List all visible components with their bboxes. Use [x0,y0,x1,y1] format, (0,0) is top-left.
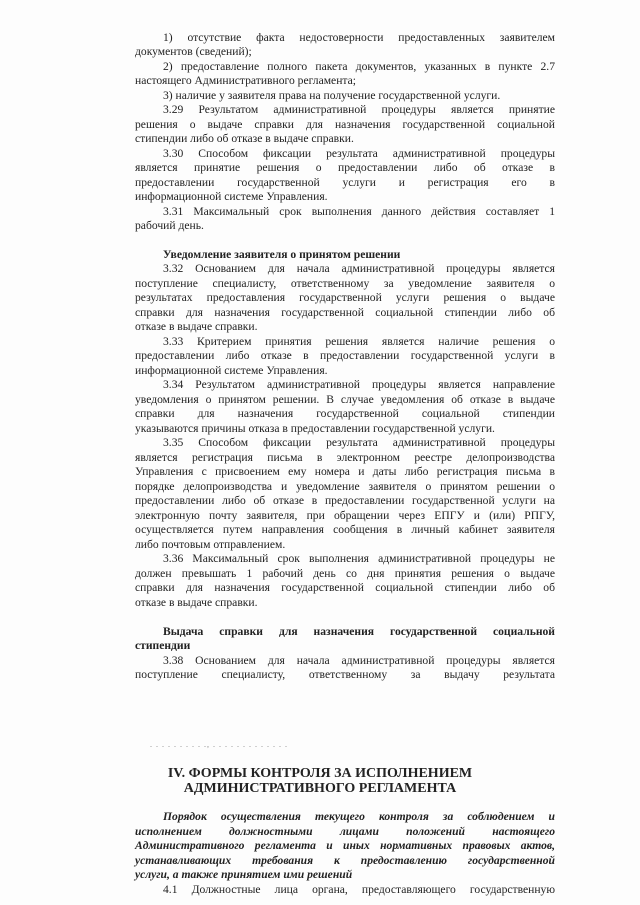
text-line: 3.34 Результатом административной процедуры является направление [163,378,555,391]
text-line: поступление специалисту, ответственному за выдачу результата [135,668,555,681]
text-line: Уведомление заявителя о принятом решении [163,248,401,261]
text-line: либо почтовым отправлением. [135,538,286,551]
text-line: услуги, а также принятием ими решений [135,868,353,881]
faded-text-fragment: . . . . . . . . . ., . . . . . . . . . . . . . [150,740,288,749]
text-line: справки для назначения государственной социальной стипендии либо об [135,306,555,319]
text-line: 3.31 Максимальный срок выполнения данного действия составляет 1 [163,205,555,218]
text-line: осуществляется путем направления сообщения в личный кабинет заявителя [135,523,555,536]
text-line: информационной системе Управления. [135,190,328,203]
text-line: отказе в выдаче справки. [135,320,258,333]
text-line: устанавливающих требования к предоставлению государственной [135,854,555,867]
text-line: 1) отсутствие факта недостоверности предоставленных заявителем [163,31,555,44]
text-line: Порядок осуществления текущего контроля за соблюдением и [163,810,555,823]
text-line: решения о выдаче справки для назначения государственной социальной [135,118,555,131]
text-line: указываются причины отказа в предоставлении государственной услуги. [135,422,495,435]
text-line: предоставлении либо отказе в предоставлении государственной услуги в [135,349,555,362]
text-line: является принятие решения о предоставлении либо об отказе в [135,161,555,174]
text-line: является регистрация письма в электронном реестре делопроизводства [135,451,555,464]
text-line: исполнением должностными лицами положений настоящего [135,825,555,838]
text-line: 3.35 Способом фиксации результата административной процедуры [163,436,555,449]
text-line: предоставлении государственной услуги и регистрация его в [135,176,555,189]
text-line: справки для назначения государственной социальной стипендии либо об [135,581,555,594]
text-line: Управления с присвоением ему номера и даты либо регистрация письма в [135,465,555,478]
text-line: должен превышать 1 рабочий день со дня принятия решения о выдаче [135,567,555,580]
section-title-line-2: АДМИНИСТРАТИВНОГО РЕГЛАМЕНТА [183,781,457,796]
section-title: IV. ФОРМЫ КОНТРОЛЯ ЗА ИСПОЛНЕНИЕМ [167,766,473,781]
text-line: справки для назначения государственной социальной стипендии [135,407,555,420]
text-line: 4.1 Должностные лица органа, предоставляющего государственную [163,883,555,896]
text-line: предоставлении либо об отказе в предоставлении государственной услуги на [135,494,555,507]
text-line: Административного регламента и иных нормативных правовых актов, [135,839,555,852]
text-line: стипендии [135,639,191,652]
text-line: информационной системе Управления. [135,364,328,377]
text-line: 3.29 Результатом административной процедуры является принятие [163,103,555,116]
text-line: стипендии либо об отказе в выдаче справки. [135,132,354,145]
text-line: 3.38 Основанием для начала административной процедуры является [163,654,555,667]
text-line: отказе в выдаче справки. [135,596,258,609]
text-line: уведомления о принятом решении. В случае уведомления об отказе в выдаче [135,393,555,406]
text-line: поступление специалисту, ответственному за уведомление заявителя о [135,277,555,290]
text-line: 3) наличие у заявителя права на получение государственной услуги. [163,89,501,102]
text-line: результатах предоставления государственной услуги решения о выдаче [135,291,555,304]
text-line: документов (сведений); [135,45,252,58]
text-line: электронную почту заявителя, при обращении через ЕПГУ и (или) РПГУ, [135,509,555,522]
text-line: 2) предоставление полного пакета документов, указанных в пункте 2.7 [163,60,555,73]
text-line: настоящего Административного регламента; [135,74,356,87]
text-line: рабочий день. [135,219,204,232]
text-line: порядке делопроизводства и уведомление заявителя о принятом решении о [135,480,555,493]
text-line: 3.32 Основанием для начала административной процедуры является [163,262,555,275]
text-line: Выдача справки для назначения государственной социальной [163,625,555,638]
text-line: 3.33 Критерием принятия решения является наличие решения о [163,335,555,348]
text-line: 3.36 Максимальный срок выполнения административной процедуры не [163,552,555,565]
text-line: 3.30 Способом фиксации результата административной процедуры [163,147,555,160]
